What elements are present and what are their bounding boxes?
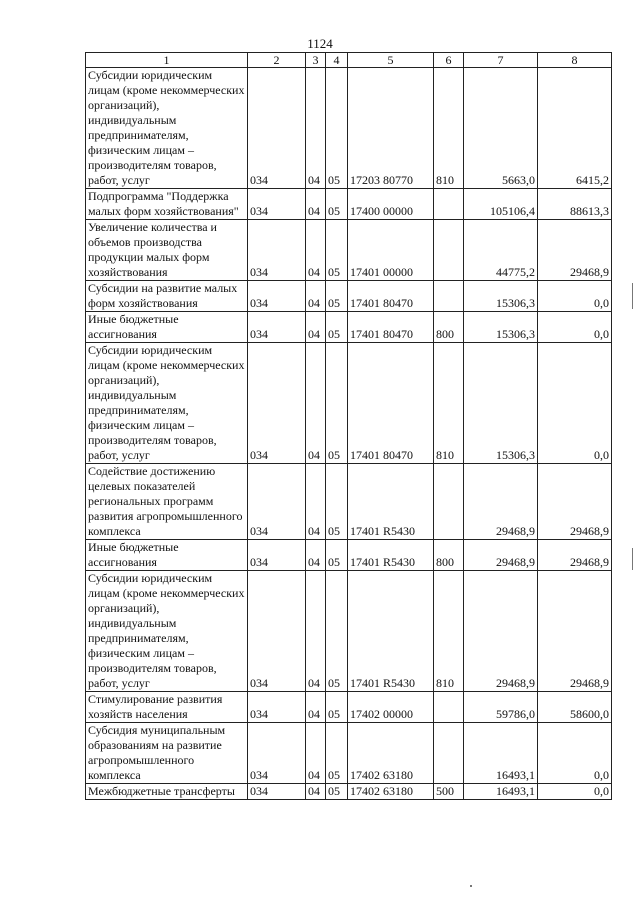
cell-gr: 034: [248, 723, 306, 784]
column-header: 6: [434, 53, 464, 68]
cell-rz: 04: [306, 189, 326, 220]
page-number: 1124: [307, 36, 333, 51]
cell-pr: 05: [326, 220, 348, 281]
cell-rz: 04: [306, 692, 326, 723]
cell-sum-2: 58600,0: [538, 692, 612, 723]
cell-csr: 17401 R5430: [348, 464, 434, 540]
item-name: Стимулирование развития хозяйств населения: [86, 692, 248, 723]
cell-vr: [434, 220, 464, 281]
cell-vr: 500: [434, 784, 464, 800]
cell-vr: 810: [434, 343, 464, 464]
cell-gr: 034: [248, 312, 306, 343]
cell-vr: 810: [434, 68, 464, 189]
cell-sum-2: 29468,9: [538, 220, 612, 281]
item-name: Межбюджетные трансферты: [86, 784, 248, 800]
cell-csr: 17401 R5430: [348, 540, 434, 571]
scan-mark: [632, 283, 633, 309]
cell-vr: 810: [434, 571, 464, 692]
cell-sum-2: 29468,9: [538, 464, 612, 540]
cell-vr: [434, 189, 464, 220]
budget-table: [85, 52, 612, 800]
cell-vr: [434, 281, 464, 312]
item-name: Субсидии на развитие малых форм хозяйствования: [86, 281, 248, 312]
cell-rz: 04: [306, 571, 326, 692]
item-name: Иные бюджетные ассигнования: [86, 312, 248, 343]
column-header: 7: [464, 53, 538, 68]
table-row: [86, 723, 612, 784]
cell-vr: 800: [434, 312, 464, 343]
cell-gr: 034: [248, 464, 306, 540]
column-header: 3: [306, 53, 326, 68]
cell-csr: 17401 R5430: [348, 571, 434, 692]
cell-rz: 04: [306, 343, 326, 464]
cell-gr: 034: [248, 343, 306, 464]
cell-rz: 04: [306, 312, 326, 343]
column-header: 1: [86, 53, 248, 68]
table-row: [86, 312, 612, 343]
cell-sum-1: 29468,9: [464, 464, 538, 540]
cell-rz: 04: [306, 220, 326, 281]
cell-sum-1: 29468,9: [464, 540, 538, 571]
column-header: 2: [248, 53, 306, 68]
column-header: 5: [348, 53, 434, 68]
cell-vr: [434, 692, 464, 723]
cell-sum-2: 6415,2: [538, 68, 612, 189]
cell-gr: 034: [248, 68, 306, 189]
cell-pr: 05: [326, 784, 348, 800]
cell-csr: 17402 63180: [348, 723, 434, 784]
item-name: Содействие достижению целевых показателей региональных программ развития агропромышленного комплекса: [86, 464, 248, 540]
table-header-row: [86, 53, 612, 68]
cell-sum-1: 16493,1: [464, 784, 538, 800]
cell-pr: 05: [326, 540, 348, 571]
cell-csr: 17203 80770: [348, 68, 434, 189]
cell-rz: 04: [306, 464, 326, 540]
cell-pr: 05: [326, 464, 348, 540]
item-name: Субсидии юридическим лицам (кроме некоммерческих организаций), индивидуальным предпринимателям, физическим лицам – производителям товаров, работ, услуг: [86, 571, 248, 692]
cell-sum-1: 105106,4: [464, 189, 538, 220]
cell-pr: 05: [326, 692, 348, 723]
column-header: 8: [538, 53, 612, 68]
item-name: Субсидия муниципальным образованиям на развитие агропромышленного комплекса: [86, 723, 248, 784]
cell-sum-1: 15306,3: [464, 343, 538, 464]
cell-sum-2: 0,0: [538, 312, 612, 343]
cell-sum-1: 29468,9: [464, 571, 538, 692]
cell-sum-1: 44775,2: [464, 220, 538, 281]
cell-csr: 17402 63180: [348, 784, 434, 800]
cell-vr: 800: [434, 540, 464, 571]
cell-csr: 17401 80470: [348, 343, 434, 464]
cell-pr: 05: [326, 312, 348, 343]
item-name: Увеличение количества и объемов производства продукции малых форм хозяйствования: [86, 220, 248, 281]
cell-gr: 034: [248, 220, 306, 281]
cell-sum-2: 0,0: [538, 343, 612, 464]
cell-sum-1: 15306,3: [464, 281, 538, 312]
item-name: Подпрограмма "Поддержка малых форм хозяйствования": [86, 189, 248, 220]
table-row: [86, 784, 612, 800]
cell-csr: 17401 80470: [348, 312, 434, 343]
cell-pr: 05: [326, 68, 348, 189]
cell-vr: [434, 723, 464, 784]
table-row: [86, 571, 612, 692]
cell-sum-2: 29468,9: [538, 540, 612, 571]
cell-sum-2: 0,0: [538, 723, 612, 784]
table-row: [86, 220, 612, 281]
cell-gr: 034: [248, 189, 306, 220]
cell-rz: 04: [306, 281, 326, 312]
cell-rz: 04: [306, 784, 326, 800]
cell-sum-2: 0,0: [538, 784, 612, 800]
cell-pr: 05: [326, 189, 348, 220]
cell-gr: 034: [248, 692, 306, 723]
table-row: [86, 281, 612, 312]
cell-csr: 17401 00000: [348, 220, 434, 281]
cell-rz: 04: [306, 723, 326, 784]
cell-rz: 04: [306, 68, 326, 189]
cell-pr: 05: [326, 571, 348, 692]
table-row: [86, 464, 612, 540]
cell-sum-1: 16493,1: [464, 723, 538, 784]
scan-mark: [470, 885, 472, 887]
cell-gr: 034: [248, 571, 306, 692]
cell-pr: 05: [326, 343, 348, 464]
cell-csr: 17401 80470: [348, 281, 434, 312]
cell-sum-2: 29468,9: [538, 571, 612, 692]
table-row: [86, 692, 612, 723]
cell-sum-1: 15306,3: [464, 312, 538, 343]
cell-csr: 17400 00000: [348, 189, 434, 220]
scan-mark: [632, 548, 633, 570]
table-row: [86, 540, 612, 571]
cell-vr: [434, 464, 464, 540]
cell-rz: 04: [306, 540, 326, 571]
cell-pr: 05: [326, 281, 348, 312]
column-header: 4: [326, 53, 348, 68]
item-name: Субсидии юридическим лицам (кроме некоммерческих организаций), индивидуальным предпринимателям, физическим лицам – производителям товаров, работ, услуг: [86, 343, 248, 464]
cell-sum-2: 88613,3: [538, 189, 612, 220]
table-row: [86, 68, 612, 189]
cell-pr: 05: [326, 723, 348, 784]
item-name: Иные бюджетные ассигнования: [86, 540, 248, 571]
cell-sum-1: 5663,0: [464, 68, 538, 189]
table-row: [86, 189, 612, 220]
cell-gr: 034: [248, 784, 306, 800]
cell-sum-2: 0,0: [538, 281, 612, 312]
cell-sum-1: 59786,0: [464, 692, 538, 723]
cell-gr: 034: [248, 540, 306, 571]
cell-gr: 034: [248, 281, 306, 312]
item-name: Субсидии юридическим лицам (кроме некоммерческих организаций), индивидуальным предпринимателям, физическим лицам – производителям товаров, работ, услуг: [86, 68, 248, 189]
cell-csr: 17402 00000: [348, 692, 434, 723]
table-row: [86, 343, 612, 464]
